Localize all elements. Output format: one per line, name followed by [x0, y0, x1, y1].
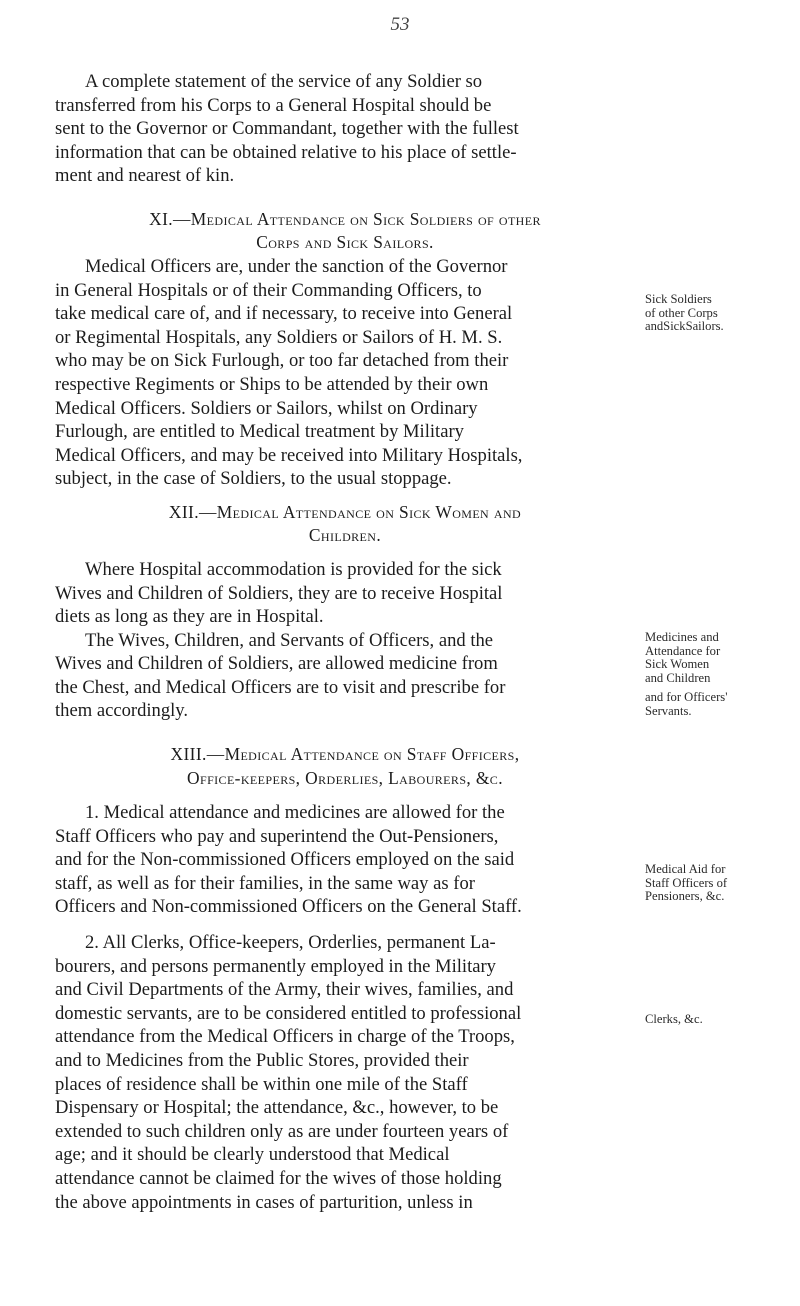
section-xiii-paragraph-1 — [55, 801, 635, 919]
text-line: Where Hospital accommodation is provided for the sick — [85, 558, 502, 580]
section-xi-heading — [55, 208, 635, 255]
text-line: the Chest, and Medical Officers are to visit and prescribe for — [55, 676, 506, 698]
margin-note-sick-soldiers — [645, 293, 785, 334]
text-line: Staff Officers who pay and superintend the Out-Pensioners, — [55, 825, 499, 847]
margin-note-line: andSickSailors. — [645, 319, 724, 334]
text-line: domestic servants, are to be considered entitled to professional — [55, 1002, 522, 1024]
text-line: attendance from the Medical Officers in charge of the Troops, — [55, 1026, 515, 1048]
section-number: XI. — [149, 208, 174, 229]
text-line: places of residence shall be within one mile of the Staff — [55, 1073, 468, 1095]
text-line: Medical Officers. Soldiers or Sailors, whilst on Ordinary — [55, 397, 478, 419]
margin-note-line: Clerks, &c. — [645, 1012, 703, 1026]
text-line: in General Hospitals or of their Commanding Officers, to — [55, 279, 482, 301]
section-xii-body — [55, 558, 635, 723]
text-line: Officers and Non-commissioned Officers on the General Staff. — [55, 896, 522, 918]
text-line: Dispensary or Hospital; the attendance, &c., however, to be — [55, 1097, 499, 1119]
heading-line: —Medical Attendance on Sick Women and — [199, 501, 522, 522]
margin-note-line: Staff Officers of — [645, 875, 728, 890]
margin-note-line: and for Officers' — [645, 690, 728, 704]
text-line: Wives and Children of Soldiers, they are to receive Hospital — [55, 582, 503, 604]
text-line: sent to the Governor or Commandant, together with the fullest — [55, 118, 519, 140]
text-line: attendance cannot be claimed for the wives of those holding — [55, 1167, 502, 1189]
text-line: Medical Officers, and may be received into Military Hospitals, — [55, 444, 523, 466]
section-number: XIII. — [170, 744, 207, 765]
text-line: who may be on Sick Furlough, or too far detached from their — [55, 350, 509, 372]
margin-note-officers-servants — [645, 691, 785, 718]
text-line: staff, as well as for their families, in the same way as for — [55, 872, 475, 894]
section-xii-heading — [55, 501, 635, 548]
margin-note-line: Sick Soldiers — [645, 292, 712, 306]
margin-note-line: and Children — [645, 670, 711, 685]
section-xiii-heading — [55, 743, 635, 790]
section-xi-body — [55, 255, 635, 491]
text-line: A complete statement of the service of any Soldier so — [85, 71, 483, 92]
text-line: extended to such children only as are under fourteen years of — [55, 1120, 509, 1142]
margin-note-medical-aid-staff — [645, 863, 785, 904]
margin-note-line: Sick Women — [645, 657, 710, 672]
text-line: and to Medicines from the Public Stores, provided their — [55, 1050, 469, 1071]
margin-note-line: Medicines and — [645, 630, 719, 644]
text-line: Furlough, are entitled to Medical treatment by Military — [55, 421, 464, 443]
text-line: bourers, and persons permanently employed in the Military — [55, 955, 496, 977]
text-line: 1. Medical attendance and medicines are allowed for the — [85, 802, 505, 824]
text-line: respective Regiments or Ships to be attended by their own — [55, 373, 489, 395]
margin-note-line: of other Corps — [645, 305, 718, 320]
text-line: them accordingly. — [55, 700, 189, 722]
heading-line: Children. — [308, 525, 382, 546]
margin-note-line: Servants. — [645, 703, 692, 718]
text-line: the above appointments in cases of parturition, unless in — [55, 1191, 473, 1213]
page-body — [55, 70, 635, 1214]
text-line: ment and nearest of kin. — [55, 165, 235, 187]
text-line: and Civil Departments of the Army, their wives, families, and — [55, 979, 514, 1001]
heading-line: —Medical Attendance on Sick Soldiers of other — [173, 208, 541, 229]
text-line: 2. All Clerks, Office-keepers, Orderlies, permanent La- — [85, 932, 496, 954]
text-line: information that can be obtained relative to his place of settle- — [55, 141, 517, 163]
heading-line: Corps and Sick Sailors. — [256, 232, 434, 253]
intro-paragraph — [55, 70, 635, 188]
text-line: or Regimental Hospitals, any Soldiers or Sailors of H. M. S. — [55, 326, 503, 348]
margin-note-line: Attendance for — [645, 643, 721, 658]
margin-note-clerks — [645, 1013, 785, 1027]
text-line: and for the Non-commissioned Officers employed on the said — [55, 849, 515, 871]
text-line: subject, in the case of Soldiers, to the usual stoppage. — [55, 468, 452, 490]
text-line: diets as long as they are in Hospital. — [55, 606, 324, 628]
text-line: transferred from his Corps to a General Hospital should be — [55, 94, 492, 116]
text-line: Wives and Children of Soldiers, are allowed medicine from — [55, 653, 498, 675]
margin-note-line: Medical Aid for — [645, 862, 726, 876]
heading-line: —Medical Attendance on Staff Officers, — [206, 744, 520, 765]
text-line: take medical care of, and if necessary, to receive into General — [55, 303, 513, 325]
page-number: 53 — [390, 14, 410, 35]
section-number: XII. — [168, 501, 199, 522]
text-line: age; and it should be clearly understood that Medical — [55, 1144, 450, 1166]
margin-note-medicines-women-children — [645, 631, 785, 685]
text-line: Medical Officers are, under the sanction of the Governor — [85, 255, 508, 277]
margin-note-line: Pensioners, &c. — [645, 889, 725, 904]
text-line: The Wives, Children, and Servants of Officers, and the — [85, 629, 494, 651]
section-xiii-paragraph-2 — [55, 931, 635, 1214]
heading-line: Office-keepers, Orderlies, Labourers, &c. — [187, 767, 503, 788]
